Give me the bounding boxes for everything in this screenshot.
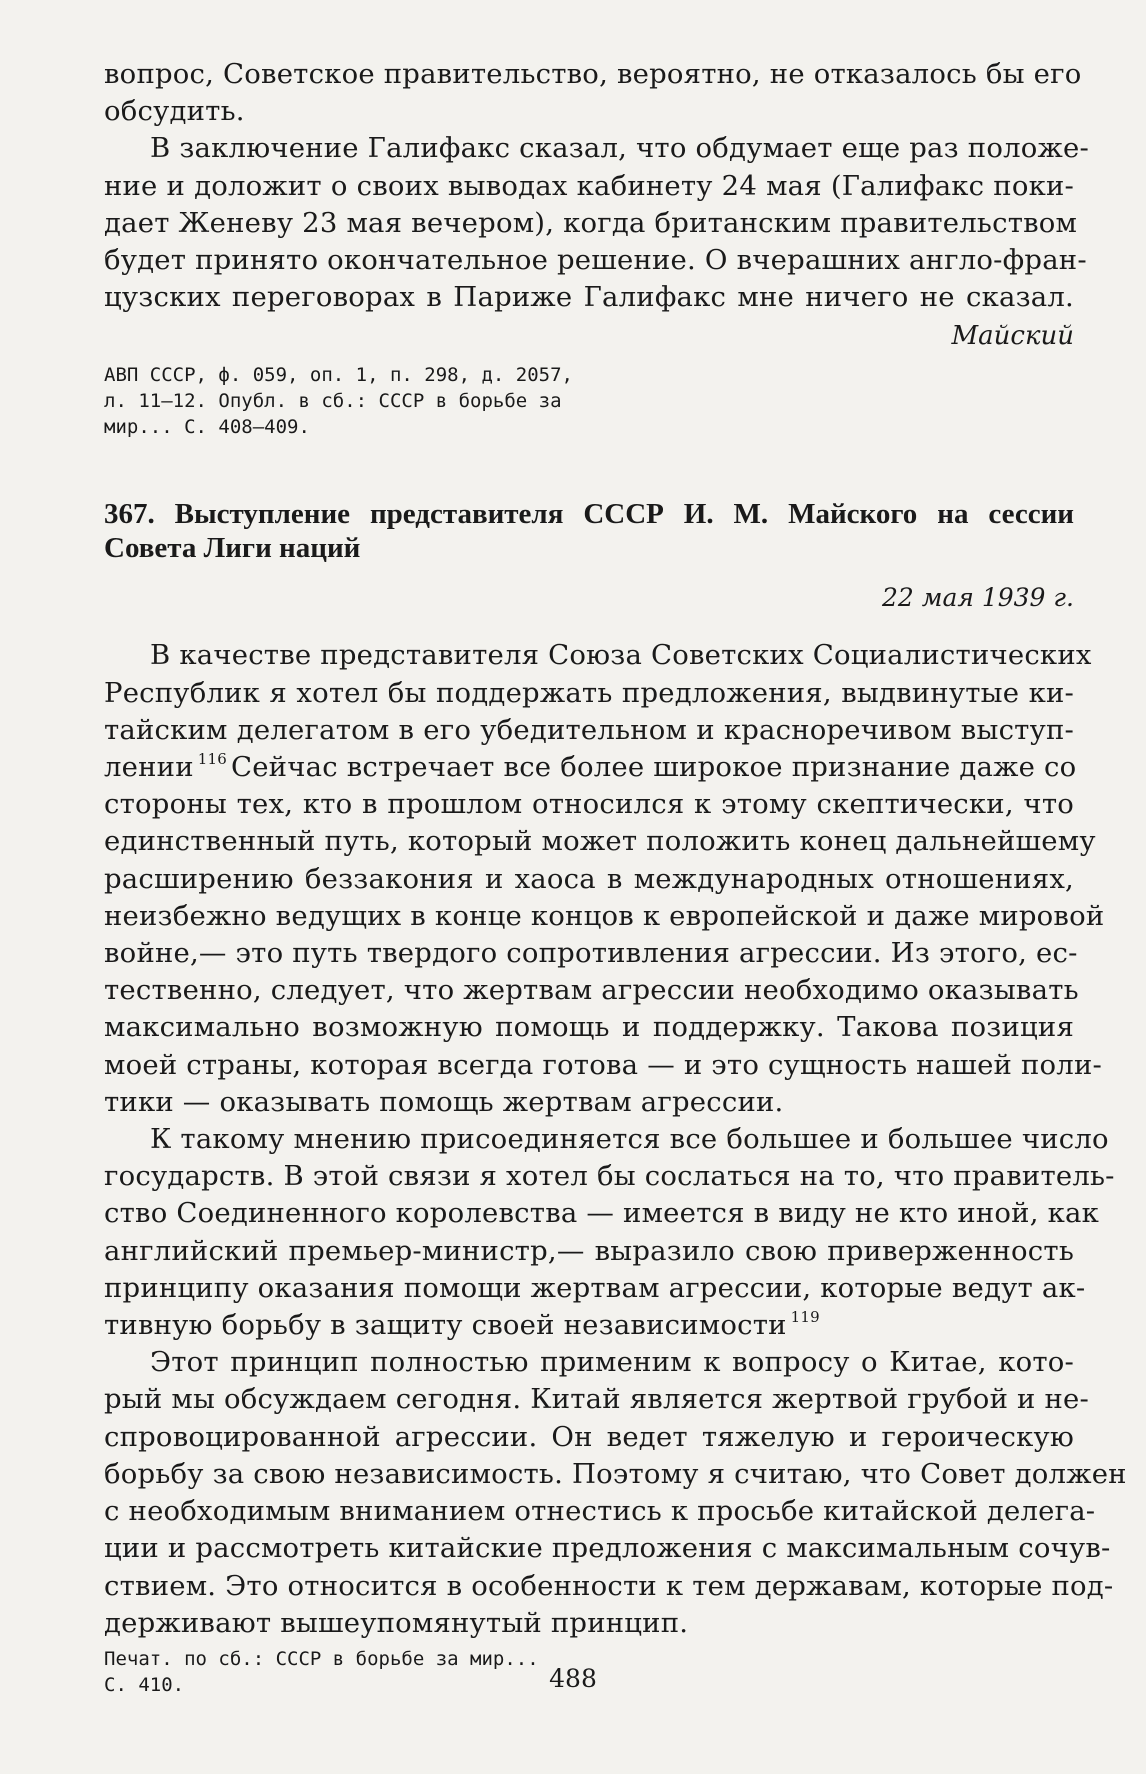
text-line: единственный путь, который может положить конец дальнейшему: [104, 825, 1096, 858]
text-line: войне,— это путь твердого сопротивления агрессии. Из этого, ес-: [104, 937, 1078, 970]
text-line: принципу оказания помощи жертвам агрессии, которые ведут ак-: [104, 1271, 1086, 1304]
text-line: Этот принцип полностью применим к вопросу о Китае, кото-: [150, 1346, 1074, 1379]
title-line: 367. Выступление представителя СССР И. М. Майского на сессии: [104, 498, 1074, 531]
text-fragment: тивную борьбу в защиту своей независимости: [104, 1309, 787, 1342]
signature: Майский: [951, 321, 1074, 352]
text-line: цузских переговорах в Париже Галифакс мне ничего не сказал.: [104, 281, 1074, 314]
text-line: тайским делегатом в его убедительном и красноречивом выступ-: [104, 713, 1074, 746]
text-line-with-footnote: [104, 1307, 1074, 1344]
text-line: ние и доложит о своих выводах кабинету 24 мая (Галифакс поки-: [104, 169, 1074, 202]
text-line: вопрос, Советское правительство, вероятно, не отказалось бы его: [104, 58, 1082, 90]
document-title: [104, 497, 1074, 565]
text-line: держивают вышеупомянутый принцип.: [104, 1606, 689, 1639]
speech-paragraph-2: [104, 1121, 1115, 1344]
page-number: 488: [549, 1664, 597, 1693]
text-line: К такому мнению присоединяется все большее и большее число: [150, 1123, 1109, 1156]
speech-paragraph-3: [104, 1344, 1127, 1642]
source-line: Печат. по сб.: СССР в борьбе за мир...: [104, 1647, 539, 1670]
source-line: С. 410.: [104, 1673, 185, 1696]
text-line: борьбу за свою независимость. Поэтому я считаю, что Совет должен: [104, 1457, 1127, 1490]
text-line: рый мы обсуждаем сегодня. Китай является жертвой грубой и не-: [104, 1383, 1089, 1416]
halifax-paragraph: [104, 130, 1089, 316]
text-line: ции и рассмотреть китайские предложения с максимальным сочув-: [104, 1532, 1111, 1565]
footnote-reference: 116: [197, 750, 227, 769]
archive-source-note: [104, 362, 1074, 440]
text-line: спровоцированной агрессии. Он ведет тяжелую и героическую: [104, 1420, 1074, 1453]
source-line: л. 11—12. Опубл. в сб.: СССР в борьбе за: [104, 390, 562, 413]
text-line: английский премьер-министр,— выразило свою приверженность: [104, 1234, 1074, 1267]
text-fragment: Сейчас встречает все более широкое признание даже со: [230, 751, 1077, 784]
title-line: Совета Лиги наций: [104, 532, 361, 565]
text-line: ство Соединенного королевства — имеется в виду не кто иной, как: [104, 1197, 1099, 1230]
speech-paragraph-1: [104, 637, 1105, 1121]
source-line: мир... С. 408—409.: [104, 416, 310, 439]
text-line-with-footnote: [104, 749, 1077, 786]
text-line: Республик я хотел бы поддержать предложения, выдвинутые ки-: [104, 676, 1074, 709]
text-line: ствием. Это относится в особенности к тем державам, которые под-: [104, 1569, 1114, 1602]
text-line: с необходимым вниманием отнестись к просьбе китайской делега-: [104, 1495, 1096, 1528]
text-line: неизбежно ведущих в конце концов к европейской и даже мировой: [104, 899, 1105, 932]
footnote-reference: 119: [790, 1308, 820, 1327]
continuation-paragraph: [104, 56, 1082, 130]
text-fragment: лении: [104, 751, 194, 784]
text-line: В заключение Галифакс сказал, что обдумает еще раз положе-: [150, 132, 1089, 165]
text-line: обсудить.: [104, 95, 245, 128]
document-date: 22 мая 1939 г.: [881, 583, 1074, 613]
text-line: дает Женеву 23 мая вечером), когда британским правительством: [104, 206, 1078, 239]
text-line: стороны тех, кто в прошлом относился к этому скептически, что: [104, 788, 1074, 821]
text-line: моей страны, которая всегда готова — и это сущность нашей поли-: [104, 1048, 1102, 1081]
source-line: АВП СССР, ф. 059, оп. 1, п. 298, д. 2057,: [104, 364, 573, 387]
text-line: максимально возможную помощь и поддержку. Такова позиция: [104, 1011, 1074, 1044]
document-page: [104, 56, 1127, 1698]
text-line: тественно, следует, что жертвам агрессии необходимо оказывать: [104, 974, 1079, 1007]
text-line: В качестве представителя Союза Советских Социалистических: [150, 639, 1092, 672]
text-line: будет принято окончательное решение. О вчерашних англо-фран-: [104, 244, 1087, 277]
text-line: государств. В этой связи я хотел бы сослаться на то, что правитель-: [104, 1160, 1115, 1193]
text-line: тики — оказывать помощь жертвам агрессии.: [104, 1085, 784, 1118]
text-line: расширению беззакония и хаоса в международных отношениях,: [104, 862, 1074, 895]
